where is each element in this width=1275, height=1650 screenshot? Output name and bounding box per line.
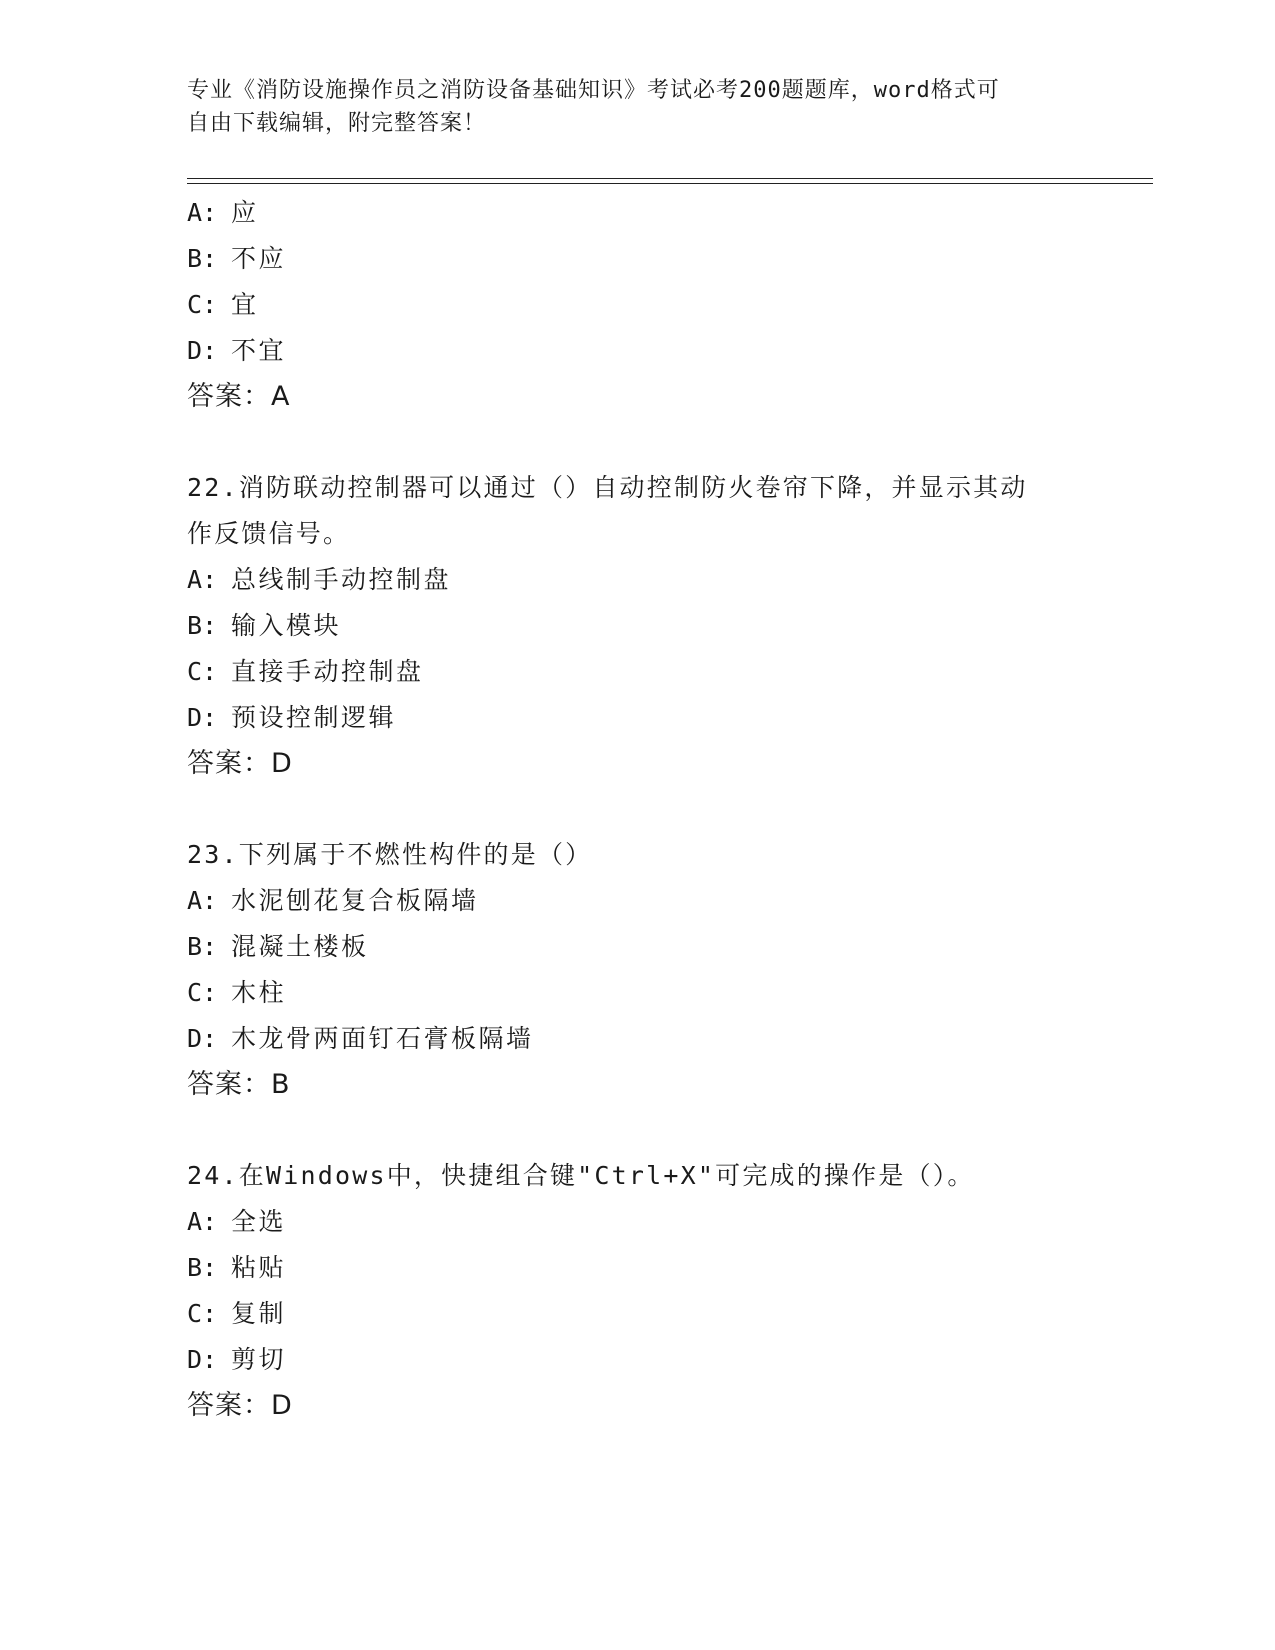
option-text: 总线制手动控制盘 xyxy=(231,565,452,594)
document-header xyxy=(187,74,1087,140)
question-block-21 xyxy=(187,190,1087,420)
option-text: 复制 xyxy=(231,1299,287,1328)
option-letter: A: xyxy=(187,198,218,227)
option-text: 直接手动控制盘 xyxy=(231,657,424,686)
option-text: 水泥刨花复合板隔墙 xyxy=(231,886,479,915)
question-block-22 xyxy=(187,465,1087,787)
option-text: 木龙骨两面钉石膏板隔墙 xyxy=(231,1024,534,1053)
answer-line: 答案：D xyxy=(187,748,293,779)
option-letter: C: xyxy=(187,657,218,686)
question-block-24 xyxy=(187,1153,1087,1429)
option-b xyxy=(187,924,1087,970)
option-text: 剪切 xyxy=(231,1345,287,1374)
option-letter: B: xyxy=(187,611,218,640)
option-text: 不宜 xyxy=(231,336,287,365)
option-d xyxy=(187,1016,1087,1062)
question-block-23 xyxy=(187,832,1087,1108)
option-letter: B: xyxy=(187,932,218,961)
option-text: 混凝土楼板 xyxy=(231,932,369,961)
option-c xyxy=(187,282,1087,328)
spacer xyxy=(187,787,1087,832)
question-stem: 24.在Windows中，快捷组合键"Ctrl+X"可完成的操作是（）。 xyxy=(187,1161,975,1190)
header-line-2: 自由下载编辑，附完整答案！ xyxy=(187,111,487,136)
header-line-1: 专业《消防设施操作员之消防设备基础知识》考试必考200题题库，word格式可 xyxy=(187,78,1000,103)
option-letter: D: xyxy=(187,1345,218,1374)
option-letter: C: xyxy=(187,290,218,319)
option-d xyxy=(187,1337,1087,1383)
option-letter: D: xyxy=(187,703,218,732)
question-stem-continued: 作反馈信号。 xyxy=(187,519,351,548)
option-b xyxy=(187,603,1087,649)
answer-line: 答案：B xyxy=(187,1069,291,1100)
option-d xyxy=(187,328,1087,374)
option-d xyxy=(187,695,1087,741)
question-stem: 23.下列属于不燃性构件的是（） xyxy=(187,840,593,869)
option-a xyxy=(187,557,1087,603)
option-letter: D: xyxy=(187,336,218,365)
option-a xyxy=(187,878,1087,924)
option-c xyxy=(187,1291,1087,1337)
option-c xyxy=(187,970,1087,1016)
option-a xyxy=(187,1199,1087,1245)
option-a xyxy=(187,190,1087,236)
option-letter: D: xyxy=(187,1024,218,1053)
option-letter: B: xyxy=(187,1253,218,1282)
option-text: 应 xyxy=(231,198,259,227)
option-c xyxy=(187,649,1087,695)
option-letter: C: xyxy=(187,1299,218,1328)
header-divider-bottom xyxy=(187,183,1153,184)
option-text: 不应 xyxy=(231,244,287,273)
option-text: 宜 xyxy=(231,290,259,319)
answer-line: 答案：D xyxy=(187,1390,293,1421)
option-letter: A: xyxy=(187,886,218,915)
spacer xyxy=(187,420,1087,465)
option-text: 粘贴 xyxy=(231,1253,287,1282)
spacer xyxy=(187,1108,1087,1153)
question-stem: 22.消防联动控制器可以通过（）自动控制防火卷帘下降，并显示其动 xyxy=(187,473,1028,502)
option-text: 木柱 xyxy=(231,978,287,1007)
answer-line: 答案：A xyxy=(187,381,291,412)
option-letter: C: xyxy=(187,978,218,1007)
header-divider-top xyxy=(187,178,1153,179)
option-b xyxy=(187,236,1087,282)
option-b xyxy=(187,1245,1087,1291)
option-text: 输入模块 xyxy=(231,611,342,640)
option-text: 预设控制逻辑 xyxy=(231,703,397,732)
option-letter: B: xyxy=(187,244,218,273)
question-list xyxy=(187,190,1087,1429)
option-text: 全选 xyxy=(231,1207,287,1236)
option-letter: A: xyxy=(187,1207,218,1236)
option-letter: A: xyxy=(187,565,218,594)
